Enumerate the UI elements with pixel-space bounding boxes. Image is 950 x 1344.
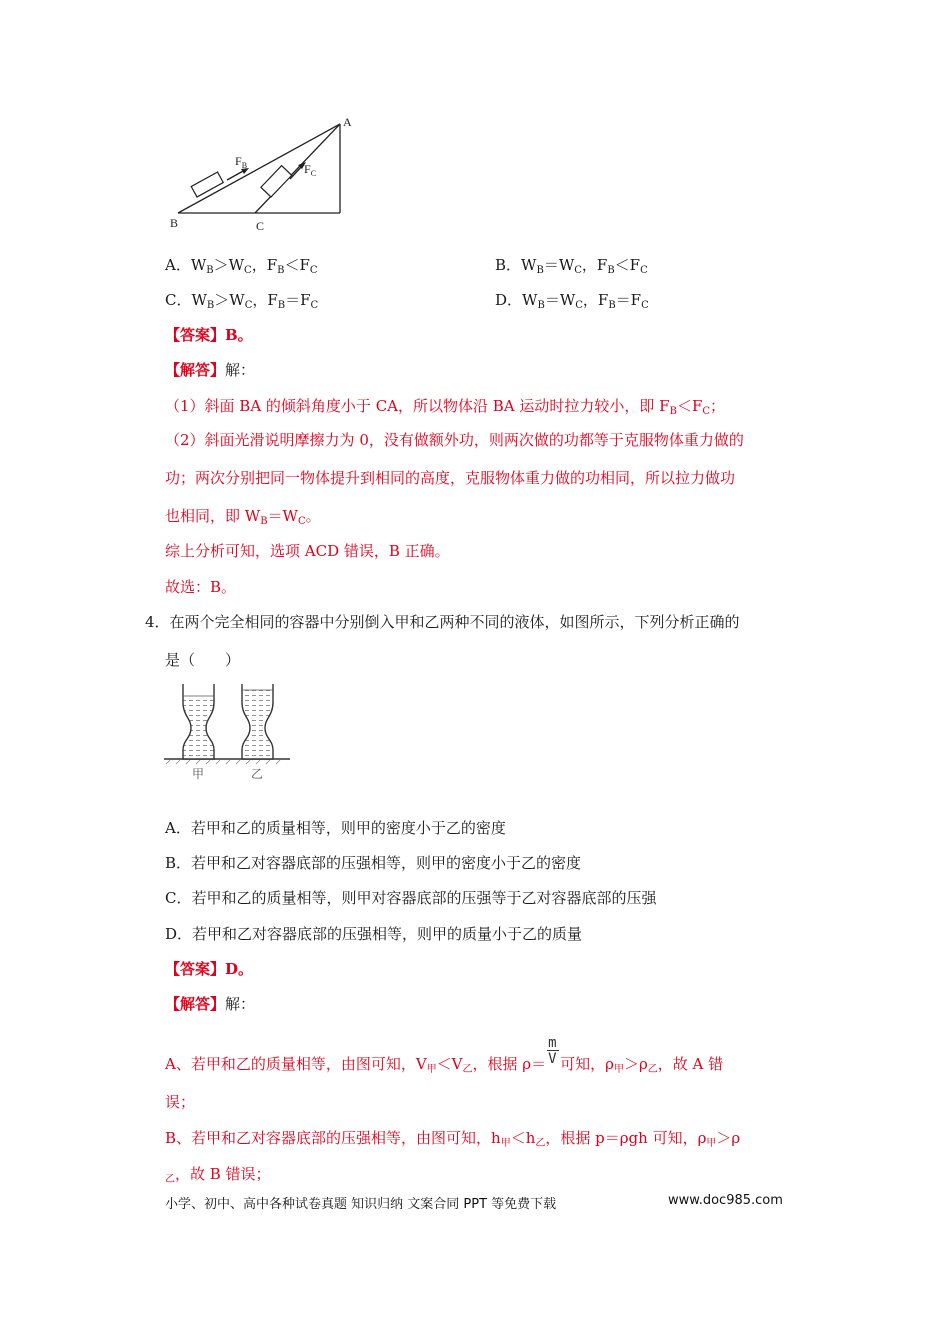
q4-option-a: A．若甲和乙的质量相等，则甲的密度小于乙的密度 <box>165 819 506 837</box>
q4-solution-a: A、若甲和乙的质量相等，由图可知，$V_甲<V_乙$，根据 ρ＝ $\frac{m}{V}$ 可知，$\rho_甲>\rho_乙$，故 A 错 <box>165 1035 724 1075</box>
label-FC: $F_C$ <box>304 162 317 178</box>
block-on-CA <box>261 166 292 197</box>
containers-figure <box>160 678 295 788</box>
q3-solution-line-1: （1）斜面 BA 的倾斜角度小于 CA，所以物体沿 BA 运动时拉力较小，即 $F_B<F_C$； <box>165 397 726 417</box>
q4-solution-b-line-2: $_乙$，故 B 错误； <box>165 1165 271 1185</box>
label-A: A <box>343 115 352 129</box>
label-C: C <box>256 219 265 233</box>
q3-solution-line-2: （2）斜面光滑说明摩擦力为 0，没有做额外功，则两次做的功都等于克服物体重力做的 <box>165 431 744 449</box>
label-B: B <box>170 216 179 230</box>
q3-option-a: A．$W_B>W_C$，$F_B<F_C$ <box>165 256 318 276</box>
ground-hatch <box>166 760 280 764</box>
q3-solution-heading: 【解答】解： <box>165 361 256 379</box>
density-fraction: $\frac{m}{V}$ <box>546 1055 560 1075</box>
footer-url[interactable]: www.doc985.com <box>668 1193 783 1208</box>
q3-option-d: D．$W_B=W_C$，$F_B=F_C$ <box>495 291 649 311</box>
container-yi <box>242 684 273 759</box>
incline-figure <box>160 108 380 238</box>
label-jia: 甲 <box>192 767 205 781</box>
q3-option-b: B．$W_B=W_C$，$F_B<F_C$ <box>495 256 648 276</box>
q4-answer: 【答案】D。 <box>165 960 254 978</box>
q3-option-c: C．$W_B>W_C$，$F_B=F_C$ <box>165 291 319 311</box>
q4-option-d: D．若甲和乙对容器底部的压强相等，则甲的质量小于乙的质量 <box>165 925 583 943</box>
q4-stem-line-1: 4．在两个完全相同的容器中分别倒入甲和乙两种不同的液体，如图所示，下列分析正确的 <box>145 613 740 631</box>
q3-solution-line-6: 故选：B。 <box>165 578 237 596</box>
label-FB: $F_B$ <box>235 154 248 170</box>
q4-solution-b: B、若甲和乙对容器底部的压强相等，由图可知，$h_甲<h_乙$，根据 p＝ρgh 可知，$\rho_甲>\rho$ <box>165 1129 741 1149</box>
label-yi: 乙 <box>251 767 264 781</box>
q4-option-c: C．若甲和乙的质量相等，则甲对容器底部的压强等于乙对容器底部的压强 <box>165 889 657 907</box>
q4-option-b: B．若甲和乙对容器底部的压强相等，则甲的密度小于乙的密度 <box>165 854 582 872</box>
q3-answer: 【答案】B。 <box>165 326 253 344</box>
q3-solution-line-3: 功；两次分别把同一物体提升到相同的高度，克服物体重力做的功相同，所以拉力做功 <box>165 469 736 487</box>
q3-solution-line-4: 也相同，即 $W_B=W_C$。 <box>165 507 321 527</box>
footer-text: 小学、初中、高中各种试卷真题 知识归纳 文案合同 PPT 等免费下载 <box>165 1197 557 1212</box>
block-on-BA <box>191 172 223 197</box>
incline-CA-line <box>255 124 340 213</box>
q4-solution-heading: 【解答】解： <box>165 995 256 1013</box>
q3-solution-line-5: 综上分析可知，选项 ACD 错误，B 正确。 <box>165 542 450 560</box>
q4-stem-line-2: 是（ ） <box>165 651 241 669</box>
container-jia <box>183 684 214 759</box>
q4-solution-a-line-2: 误； <box>165 1093 196 1111</box>
